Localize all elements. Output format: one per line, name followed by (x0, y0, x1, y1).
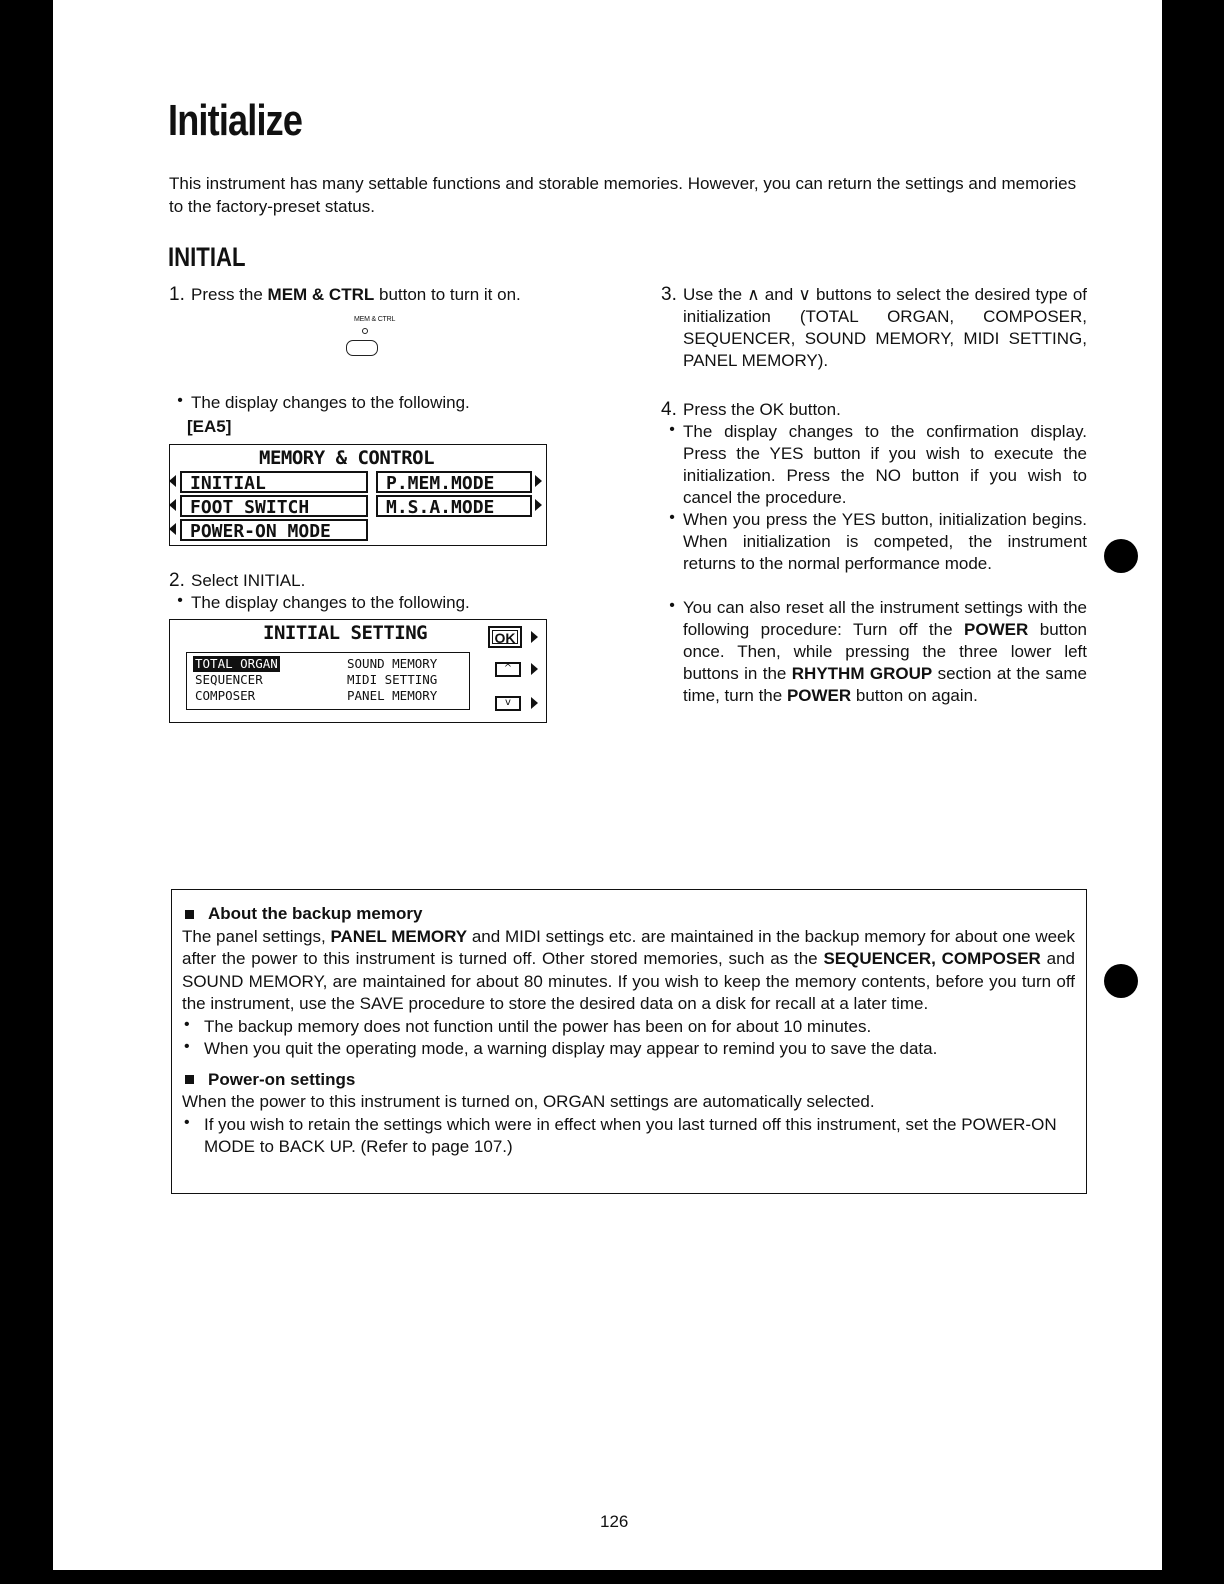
lcd-item-sound-memory[interactable]: SOUND MEMORY (347, 656, 438, 671)
step-number: 2. (169, 570, 185, 591)
left-arrow-icon (169, 523, 176, 535)
bullet-text: When you quit the operating mode, a warning display may appear to remind you to save the data. (204, 1039, 938, 1058)
list-item (661, 509, 1087, 575)
bullet-icon: • (669, 597, 675, 614)
bullet-text: The display changes to the confirmation display. Press the YES button if you wish to execute the initialization. Press the NO button if you wish to cancel the procedure. (683, 422, 1087, 507)
lcd-item-panel-memory[interactable]: PANEL MEMORY (347, 688, 438, 703)
lcd-header: MEMORY & CONTROL (259, 447, 435, 469)
bullet-icon: • (177, 392, 183, 409)
bullet-icon: • (177, 592, 183, 609)
lcd-item-sequencer[interactable]: SEQUENCER (195, 672, 263, 687)
note-heading-power: Power-on settings (182, 1069, 1075, 1092)
down-button-icon[interactable]: v (495, 696, 521, 711)
bullet-text: The backup memory does not function until the power has been on for about 10 minutes. (204, 1016, 872, 1036)
step-1 (169, 284, 589, 306)
lcd-memory-control (169, 444, 547, 546)
section-title: INITIAL (168, 242, 246, 272)
list-item (182, 1114, 1075, 1159)
step-2 (169, 570, 589, 592)
list-item (182, 1038, 1075, 1061)
note-box (171, 889, 1087, 1194)
bullet-icon: • (669, 421, 675, 438)
square-bullet-icon (185, 1075, 194, 1084)
bullet-text: If you wish to retain the settings which were in effect when you last turned off this instrument, set the POWER-ON MODE to BACK UP. (Refer to page 107.) (204, 1114, 1057, 1156)
led-indicator-icon (362, 328, 368, 334)
lcd-item-composer[interactable]: COMPOSER (195, 688, 256, 703)
list-item (661, 421, 1087, 509)
binder-hole-icon (1104, 964, 1138, 998)
left-arrow-icon (169, 499, 176, 511)
step-4 (661, 399, 1087, 421)
list-item (661, 597, 1087, 707)
lcd-item-total-organ[interactable]: TOTAL ORGAN (195, 656, 278, 671)
right-arrow-icon (531, 631, 538, 643)
right-arrow-icon (535, 499, 542, 511)
note-heading-backup: About the backup memory (182, 903, 1075, 926)
right-arrow-icon (531, 697, 538, 709)
display-code: [EA5] (187, 417, 232, 436)
step-3 (661, 284, 1087, 372)
step-number: 4. (661, 399, 677, 420)
lcd-option-msa-mode[interactable]: M.S.A.MODE (376, 495, 532, 517)
intro-paragraph: This instrument has many settable functions and storable memories. However, you can return the settings and memories to the factory-preset status. (169, 174, 1077, 216)
bullet-text: When you press the YES button, initialization begins. When initialization is competed, the instrument returns to the normal performance mode. (683, 510, 1087, 573)
bullet-text: You can also reset all the instrument settings with the following procedure: Turn off the POWER button once. Then, while pressing the three lower left buttons in the RHYTHM GROUP section at the same time, turn the POWER button on again. (683, 598, 1088, 705)
left-column (169, 284, 589, 723)
bullet-text: The display changes to the following. (191, 593, 470, 612)
ok-label: OK (492, 630, 518, 644)
bullet-icon: • (184, 1015, 190, 1033)
lcd-item-midi-setting[interactable]: MIDI SETTING (347, 672, 438, 687)
mem-ctrl-button-icon (346, 340, 378, 356)
right-column (661, 284, 1087, 707)
lcd-option-power-on-mode[interactable]: POWER-ON MODE (180, 519, 368, 541)
button-label: MEM & CTRL (354, 316, 396, 323)
up-button-icon[interactable]: ^ (495, 662, 521, 677)
bullet-text: The display changes to the following. (191, 393, 470, 412)
step-text: Press the MEM & CTRL button to turn it on. (191, 285, 521, 304)
scan-border-notch (1145, 0, 1162, 160)
note-paragraph-power: When the power to this instrument is turned on, ORGAN settings are automatically selected. (182, 1092, 875, 1111)
mem-ctrl-button-figure (343, 316, 589, 378)
scan-border-bottom (0, 1570, 1224, 1584)
scan-border-left (0, 0, 53, 1584)
step-number: 1. (169, 284, 185, 305)
lcd-header: INITIAL SETTING (263, 622, 428, 644)
list-item (182, 1016, 1075, 1039)
page-title: Initialize (168, 96, 303, 145)
left-arrow-icon (169, 475, 176, 487)
binder-hole-icon (1104, 539, 1138, 573)
right-arrow-icon (531, 663, 538, 675)
lcd-option-foot-switch[interactable]: FOOT SWITCH (180, 495, 368, 517)
bullet-icon: • (184, 1113, 190, 1131)
square-bullet-icon (185, 910, 194, 919)
scan-border-right (1162, 0, 1224, 1584)
list-item (169, 592, 589, 614)
page-number: 126 (600, 1512, 629, 1531)
step-text: Press the OK button. (683, 400, 841, 419)
step-number: 3. (661, 284, 677, 305)
lcd-initial-setting (169, 619, 547, 723)
ok-button[interactable] (488, 626, 522, 648)
lcd-option-pmem-mode[interactable]: P.MEM.MODE (376, 471, 532, 493)
right-arrow-icon (535, 475, 542, 487)
lcd-item-list (186, 652, 470, 710)
step-text: Select INITIAL. (191, 571, 306, 590)
step-text: Use the ∧ and ∨ buttons to select the desired type of initialization (TOTAL ORGAN, COMPOSER, SEQUENCER, SOUND MEMORY, MIDI SETTING, PANEL MEMORY). (683, 285, 1087, 370)
lcd-option-initial[interactable]: INITIAL (180, 471, 368, 493)
bullet-icon: • (669, 509, 675, 526)
bullet-icon: • (184, 1038, 190, 1055)
list-item (169, 392, 589, 414)
note-paragraph-backup: The panel settings, PANEL MEMORY and MIDI settings etc. are maintained in the backup memory for about one week after the power to this instrument is turned off. Other stored memories, such as the SEQUENCER, COMPOSER and SOUND MEMORY, are maintained for about 80 minutes. If you wish to keep the memory contents, before you turn off the instrument, use the SAVE procedure to store the desired data on a disk for recall at a later time. (182, 926, 1076, 1013)
